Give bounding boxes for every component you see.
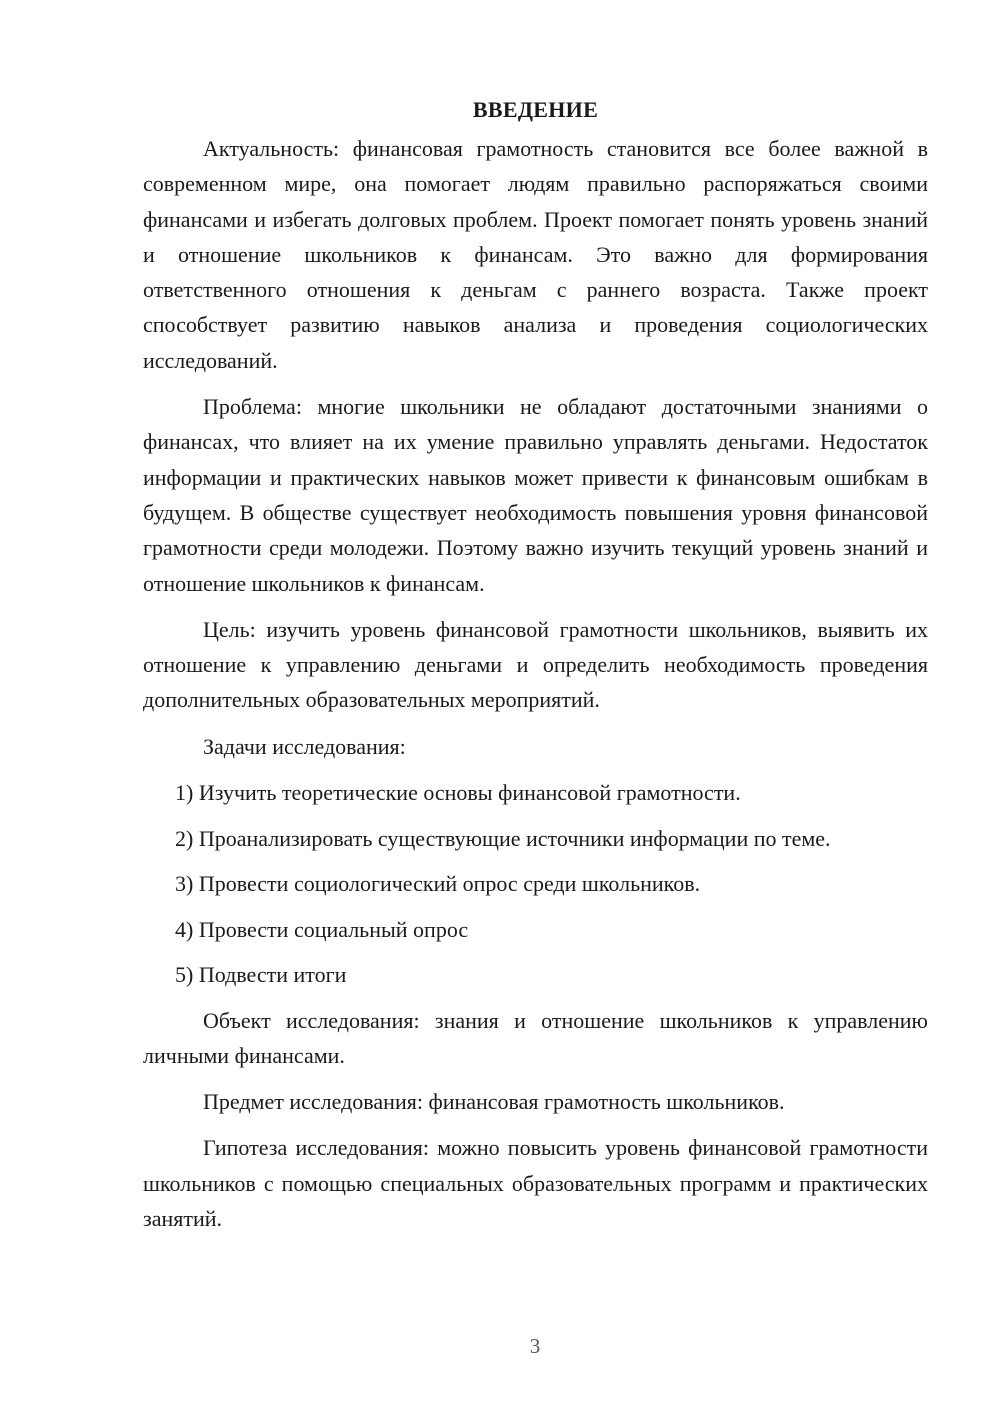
list-item: 1) Изучить теоретические основы финансовой грамотности. (175, 780, 741, 806)
paragraph-object: Объект исследования: знания и отношение школьников к управлению личными финансами. (143, 1007, 928, 1068)
list-item: 3) Провести социологический опрос среди школьников. (175, 871, 701, 897)
paragraph-problem: Проблема: многие школьники не обладают достаточными знаниями о финансах, что влияет на их умение правильно управлять деньгами. Недостаток информации и практических навыков может привести к финансовым ошибкам в будущем. В обществе существует необходимость повышения уровня финансовой грамотности среди молодежи. Поэтому важно изучить текущий уровень знаний и отношение школьников к финансам. (143, 394, 928, 596)
paragraph-hypothesis: Гипотеза исследования: можно повысить уровень финансовой грамотности школьников с помощью специальных образовательных программ и практических занятий. (143, 1135, 928, 1232)
paragraph-subject: Предмет исследования: финансовая грамотность школьников. (203, 1089, 785, 1115)
paragraph-tasks-intro: Задачи исследования: (203, 733, 406, 759)
paragraph-goal: Цель: изучить уровень финансовой грамотности школьников, выявить их отношение к управлению деньгами и определить необходимость проведения дополнительных образовательных мероприятий. (143, 616, 928, 713)
page-number: 3 (529, 1334, 541, 1358)
section-heading: ВВЕДЕНИЕ (472, 97, 599, 122)
list-item: 5) Подвести итоги (175, 962, 347, 988)
list-item: 4) Провести социальный опрос (175, 916, 469, 942)
paragraph-relevance: Актуальность: финансовая грамотность становится все более важной в современном мире, она помогает людям правильно распоряжаться своими финансами и избегать долговых проблем. Проект помогает понять уровень знаний и отношение школьников к финансам. Это важно для формирования ответственного отношения к деньгам с раннего возраста. Также проект способствует развитию навыков анализа и проведения социологических исследований. (143, 136, 928, 373)
tasks-list (143, 775, 928, 992)
document-page (143, 92, 928, 1247)
list-item: 2) Проанализировать существующие источники информации по теме. (175, 825, 831, 851)
